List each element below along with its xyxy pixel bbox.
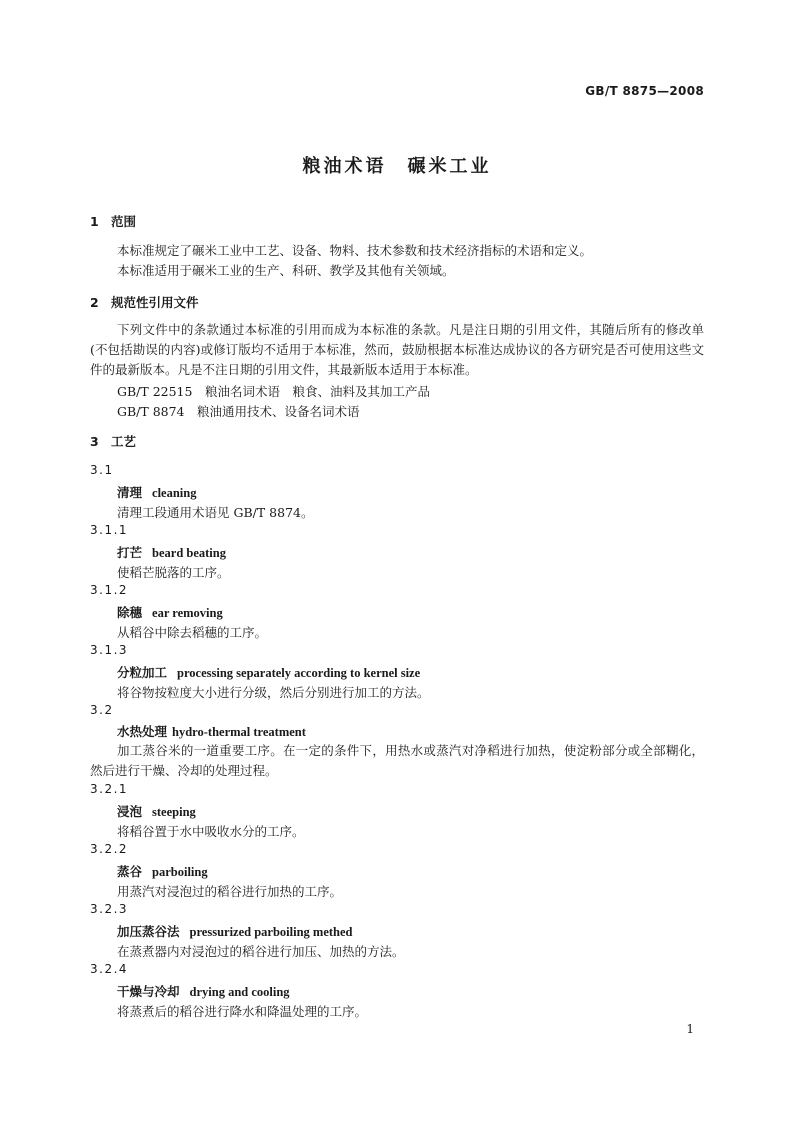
section-heading-scope bbox=[90, 212, 136, 230]
term-en: cleaning bbox=[152, 486, 197, 500]
section-title: 工艺 bbox=[111, 434, 137, 449]
section-number: 2 bbox=[90, 295, 99, 310]
section-heading-process bbox=[90, 432, 136, 450]
term bbox=[117, 802, 196, 820]
definition: 清理工段通用术语见 GB/T 8874。 bbox=[117, 505, 314, 520]
page-number: 1 bbox=[686, 1022, 694, 1036]
definition: 将蒸煮后的稻谷进行降水和降温处理的工序。 bbox=[117, 1004, 368, 1019]
definition: 加工蒸谷米的一道重要工序。在一定的条件下，用热水或蒸汽对净稻进行加热，使淀粉部分或全部糊化，然后进行干燥、冷却的处理过程。 bbox=[90, 743, 704, 778]
clause-number: 3.2 bbox=[90, 703, 114, 717]
definition: 将稻谷置于水中吸收水分的工序。 bbox=[117, 824, 305, 839]
definition: 在蒸煮器内对浸泡过的稻谷进行加压、加热的方法。 bbox=[117, 944, 405, 959]
term-zh: 水热处理 bbox=[117, 724, 168, 739]
clause-number: 3.2.3 bbox=[90, 902, 129, 916]
definition: 用蒸汽对浸泡过的稻谷进行加热的工序。 bbox=[117, 884, 343, 899]
clause-number: 3.1 bbox=[90, 463, 114, 477]
term-zh: 除穗 bbox=[117, 605, 143, 620]
page-title: 粮油术语 碾米工业 bbox=[302, 156, 492, 177]
term bbox=[117, 982, 290, 1000]
term bbox=[117, 862, 208, 880]
term bbox=[117, 922, 353, 940]
paragraph: 本标准适用于碾米工业的生产、科研、教学及其他有关领域。 bbox=[117, 263, 455, 278]
term-en: beard beating bbox=[152, 546, 226, 560]
clause-number: 3.1.2 bbox=[90, 583, 129, 597]
term bbox=[117, 483, 196, 501]
section-title: 范围 bbox=[111, 214, 137, 229]
term-zh: 干燥与冷却 bbox=[117, 984, 180, 999]
term-zh: 加压蒸谷法 bbox=[117, 924, 180, 939]
term-en: ear removing bbox=[152, 606, 223, 620]
term-zh: 打芒 bbox=[117, 545, 143, 560]
paragraph: 下列文件中的条款通过本标准的引用而成为本标准的条款。凡是注日期的引用文件，其随后所有的修改单(不包括勘误的内容)或修订版均不适用于本标准，然而，鼓励根据本标准达成协议的各方研究是否可使用这些文件的最新版本。凡是不注日期的引用文件，其最新版本适用于本标准。 bbox=[90, 322, 704, 377]
term-en: processing separately according to kernel size bbox=[177, 666, 421, 680]
term bbox=[117, 663, 420, 681]
clause-number: 3.1.1 bbox=[90, 523, 129, 537]
section-number: 1 bbox=[90, 214, 99, 229]
term bbox=[117, 722, 306, 740]
term bbox=[117, 603, 223, 621]
definition: 将谷物按粒度大小进行分级，然后分别进行加工的方法。 bbox=[117, 685, 430, 700]
clause-number: 3.2.1 bbox=[90, 782, 129, 796]
term-en: steeping bbox=[152, 805, 196, 819]
reference-item: GB/T 22515 粮油名词术语 粮食、油料及其加工产品 bbox=[117, 384, 430, 399]
clause-number: 3.2.4 bbox=[90, 962, 129, 976]
term-zh: 蒸谷 bbox=[117, 864, 143, 879]
term-en: pressurized parboiling methed bbox=[189, 925, 353, 939]
section-number: 3 bbox=[90, 434, 99, 449]
term-zh: 清理 bbox=[117, 485, 143, 500]
section-title: 规范性引用文件 bbox=[111, 295, 199, 310]
term-en: hydro-thermal treatment bbox=[172, 725, 306, 739]
term bbox=[117, 543, 226, 561]
term-en: drying and cooling bbox=[189, 985, 290, 999]
clause-number: 3.2.2 bbox=[90, 842, 129, 856]
standard-number: GB/T 8875—2008 bbox=[585, 84, 704, 98]
clause-number: 3.1.3 bbox=[90, 643, 129, 657]
term-zh: 浸泡 bbox=[117, 804, 143, 819]
definition: 从稻谷中除去稻穗的工序。 bbox=[117, 625, 268, 640]
term-en: parboiling bbox=[152, 865, 208, 879]
section-heading-normative-references bbox=[90, 293, 199, 311]
reference-item: GB/T 8874 粮油通用技术、设备名词术语 bbox=[117, 404, 360, 419]
paragraph: 本标准规定了碾米工业中工艺、设备、物料、技术参数和技术经济指标的术语和定义。 bbox=[117, 243, 593, 258]
definition: 使稻芒脱落的工序。 bbox=[117, 565, 230, 580]
term-zh: 分粒加工 bbox=[117, 665, 168, 680]
